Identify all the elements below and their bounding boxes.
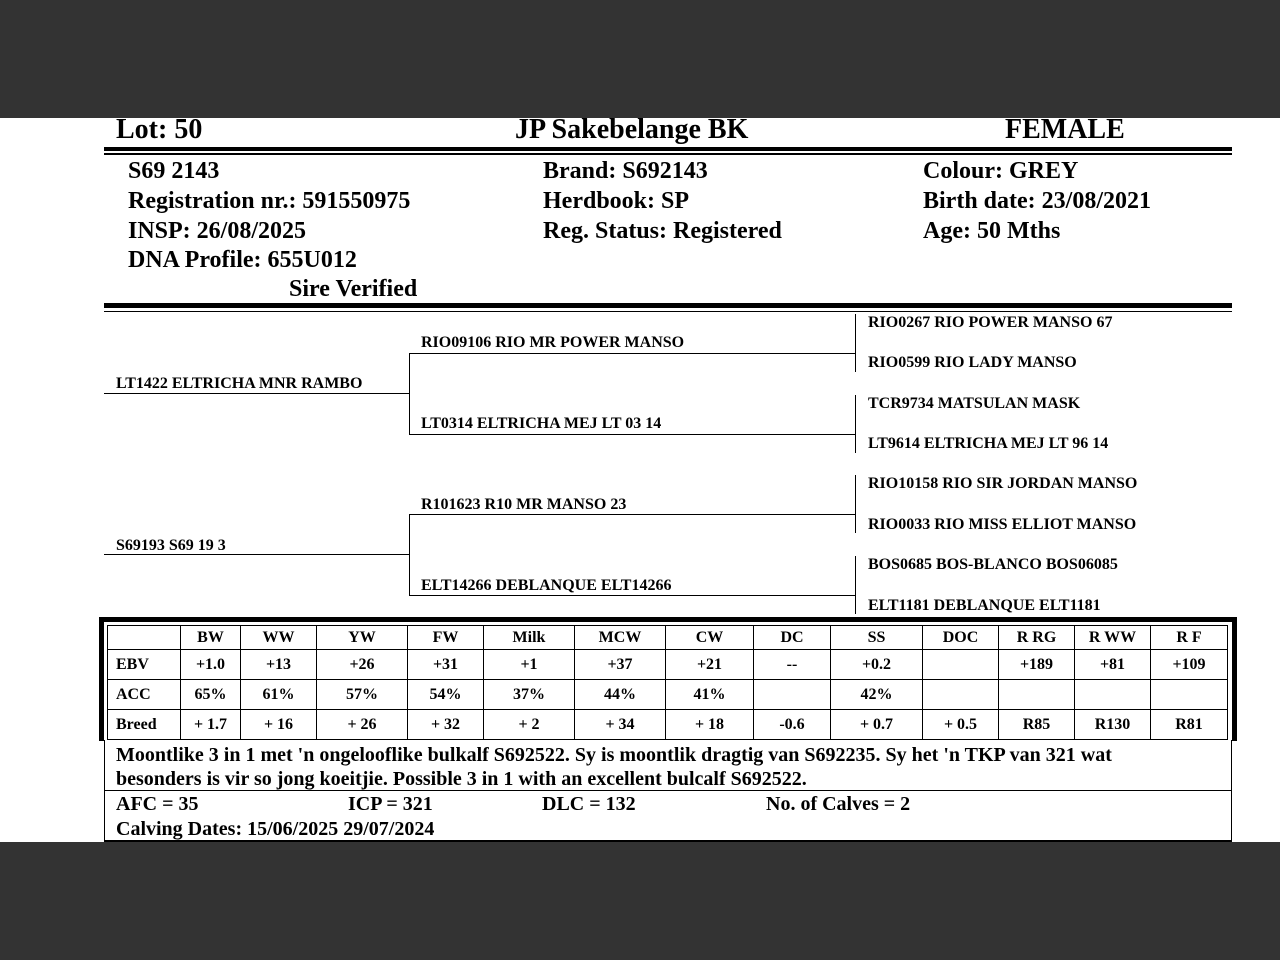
comment-line-2: besonders is vir so jong koeitjie. Possible 3 in 1 with an excellent bulcalf S692522. [116, 768, 807, 790]
breed-cell: + 0.7 [831, 710, 923, 740]
acc-cell: 54% [408, 680, 484, 710]
acc-cell [999, 680, 1075, 710]
header-rule [104, 147, 1232, 151]
comment-frame-left [104, 740, 105, 842]
breed-cell: + 16 [241, 710, 317, 740]
ebv-cell: +31 [408, 650, 484, 680]
acc-cell [1075, 680, 1151, 710]
breed-cell: R130 [1075, 710, 1151, 740]
pedigree-bracket [855, 556, 856, 614]
ebv-header-cell: DC [754, 626, 831, 650]
pedigree-dam: S69193 S69 19 3 [116, 537, 226, 554]
comment-frame-bottom [104, 840, 1232, 842]
sex-label: FEMALE [1005, 118, 1125, 145]
acc-cell: 65% [181, 680, 241, 710]
calving-dates: Calving Dates: 15/06/2025 29/07/2024 [116, 818, 435, 840]
breed-cell: + 32 [408, 710, 484, 740]
ebv-cell: +0.2 [831, 650, 923, 680]
breed-cell: + 2 [484, 710, 575, 740]
ebv-header-cell [108, 626, 181, 650]
breed-cell: + 18 [666, 710, 754, 740]
lot-number: Lot: 50 [116, 118, 203, 145]
ebv-cell: -- [754, 650, 831, 680]
ebv-header-cell: SS [831, 626, 923, 650]
pedigree-bracket [409, 514, 410, 596]
ebv-header-cell: Milk [484, 626, 575, 650]
pedigree-line [104, 393, 409, 394]
pedigree-line [409, 353, 855, 354]
pedigree-ggen-3: TCR9734 MATSULAN MASK [868, 395, 1081, 412]
ebv-header-cell: MCW [575, 626, 666, 650]
ebv-cell: +1 [484, 650, 575, 680]
pedigree-bracket [409, 353, 410, 435]
breed-cell: + 1.7 [181, 710, 241, 740]
pedigree-line [409, 514, 855, 515]
herdbook: Herdbook: SP [543, 188, 690, 214]
ebv-cell: +1.0 [181, 650, 241, 680]
ebv-header-cell: YW [317, 626, 408, 650]
pedigree-ggen-7: BOS0685 BOS-BLANCO BOS06085 [868, 556, 1118, 573]
registration-number: Registration nr.: 591550975 [128, 188, 411, 214]
breed-cell: + 26 [317, 710, 408, 740]
ebv-header-cell: BW [181, 626, 241, 650]
animal-id: S69 2143 [128, 158, 220, 184]
ebv-header-row [108, 626, 1228, 650]
calves-stat: No. of Calves = 2 [766, 793, 911, 815]
acc-cell: 37% [484, 680, 575, 710]
pedigree-line [409, 434, 855, 435]
ebv-row [108, 650, 1228, 680]
ebv-header-cell: R F [1151, 626, 1228, 650]
dna-profile: DNA Profile: 655U012 [128, 247, 357, 273]
acc-cell [923, 680, 999, 710]
pedigree-sire-sire: RIO09106 RIO MR POWER MANSO [421, 334, 685, 351]
birth-date: Birth date: 23/08/2021 [923, 188, 1151, 214]
pedigree-ggen-1: RIO0267 RIO POWER MANSO 67 [868, 314, 1113, 331]
ebv-row-label: EBV [108, 650, 181, 680]
acc-cell: 57% [317, 680, 408, 710]
breed-cell: R85 [999, 710, 1075, 740]
ebv-cell: +189 [999, 650, 1075, 680]
comment-line-1: Moontlike 3 in 1 met 'n ongelooflike bulkalf S692522. Sy is moontlik dragtig van S692235. Sy het 'n TKP van 321 wat [116, 744, 1112, 766]
pedigree-ggen-4: LT9614 ELTRICHA MEJ LT 96 14 [868, 435, 1109, 452]
lot-sheet [0, 118, 1280, 842]
pedigree-dam-sire: R101623 R10 MR MANSO 23 [421, 496, 627, 513]
pedigree-line [104, 554, 409, 555]
age: Age: 50 Mths [923, 218, 1061, 244]
ebv-header-cell: WW [241, 626, 317, 650]
acc-row [108, 680, 1228, 710]
breed-row [108, 710, 1228, 740]
ebv-cell: +21 [666, 650, 754, 680]
pedigree-sire: LT1422 ELTRICHA MNR RAMBO [116, 375, 363, 392]
pedigree-ggen-8: ELT1181 DEBLANQUE ELT1181 [868, 597, 1101, 614]
sire-verified: Sire Verified [289, 276, 418, 302]
comment-frame-right [1231, 740, 1232, 842]
pedigree-bracket [855, 475, 856, 533]
ebv-frame-left [99, 617, 104, 741]
registration-status: Reg. Status: Registered [543, 218, 782, 244]
pedigree-line [409, 595, 855, 596]
pedigree-bracket [855, 314, 856, 372]
ebv-header-cell: DOC [923, 626, 999, 650]
ebv-header-cell: R WW [1075, 626, 1151, 650]
pedigree-dam-dam: ELT14266 DEBLANQUE ELT14266 [421, 577, 672, 594]
dlc-stat: DLC = 132 [542, 793, 636, 815]
ebv-table [107, 625, 1228, 740]
comment-divider [104, 790, 1232, 791]
pedigree-ggen-5: RIO10158 RIO SIR JORDAN MANSO [868, 475, 1138, 492]
brand: Brand: S692143 [543, 158, 708, 184]
acc-cell: 44% [575, 680, 666, 710]
header-rule-thin [104, 153, 1232, 155]
ebv-frame-right [1232, 617, 1237, 741]
seller-name: JP Sakebelange BK [515, 118, 749, 145]
breed-cell: + 34 [575, 710, 666, 740]
colour: Colour: GREY [923, 158, 1079, 184]
pedigree-ggen-6: RIO0033 RIO MISS ELLIOT MANSO [868, 516, 1137, 533]
acc-cell: 42% [831, 680, 923, 710]
ebv-header-cell: FW [408, 626, 484, 650]
icp-stat: ICP = 321 [348, 793, 433, 815]
breed-cell: R81 [1151, 710, 1228, 740]
insp-date: INSP: 26/08/2025 [128, 218, 307, 244]
breed-cell: + 0.5 [923, 710, 999, 740]
ebv-cell: +81 [1075, 650, 1151, 680]
pedigree-rule [104, 303, 1232, 308]
acc-cell: 61% [241, 680, 317, 710]
ebv-header-cell: CW [666, 626, 754, 650]
pedigree-sire-dam: LT0314 ELTRICHA MEJ LT 03 14 [421, 415, 662, 432]
pedigree-rule-thin [104, 311, 1232, 312]
afc-stat: AFC = 35 [116, 793, 199, 815]
acc-cell [754, 680, 831, 710]
acc-row-label: ACC [108, 680, 181, 710]
ebv-cell: +109 [1151, 650, 1228, 680]
breed-cell: -0.6 [754, 710, 831, 740]
acc-cell: 41% [666, 680, 754, 710]
ebv-header-cell: R RG [999, 626, 1075, 650]
ebv-cell: +37 [575, 650, 666, 680]
pedigree-bracket [855, 395, 856, 453]
pedigree-ggen-2: RIO0599 RIO LADY MANSO [868, 354, 1077, 371]
acc-cell [1151, 680, 1228, 710]
breed-row-label: Breed [108, 710, 181, 740]
ebv-cell [923, 650, 999, 680]
ebv-cell: +13 [241, 650, 317, 680]
ebv-frame-top [99, 617, 1237, 622]
ebv-cell: +26 [317, 650, 408, 680]
